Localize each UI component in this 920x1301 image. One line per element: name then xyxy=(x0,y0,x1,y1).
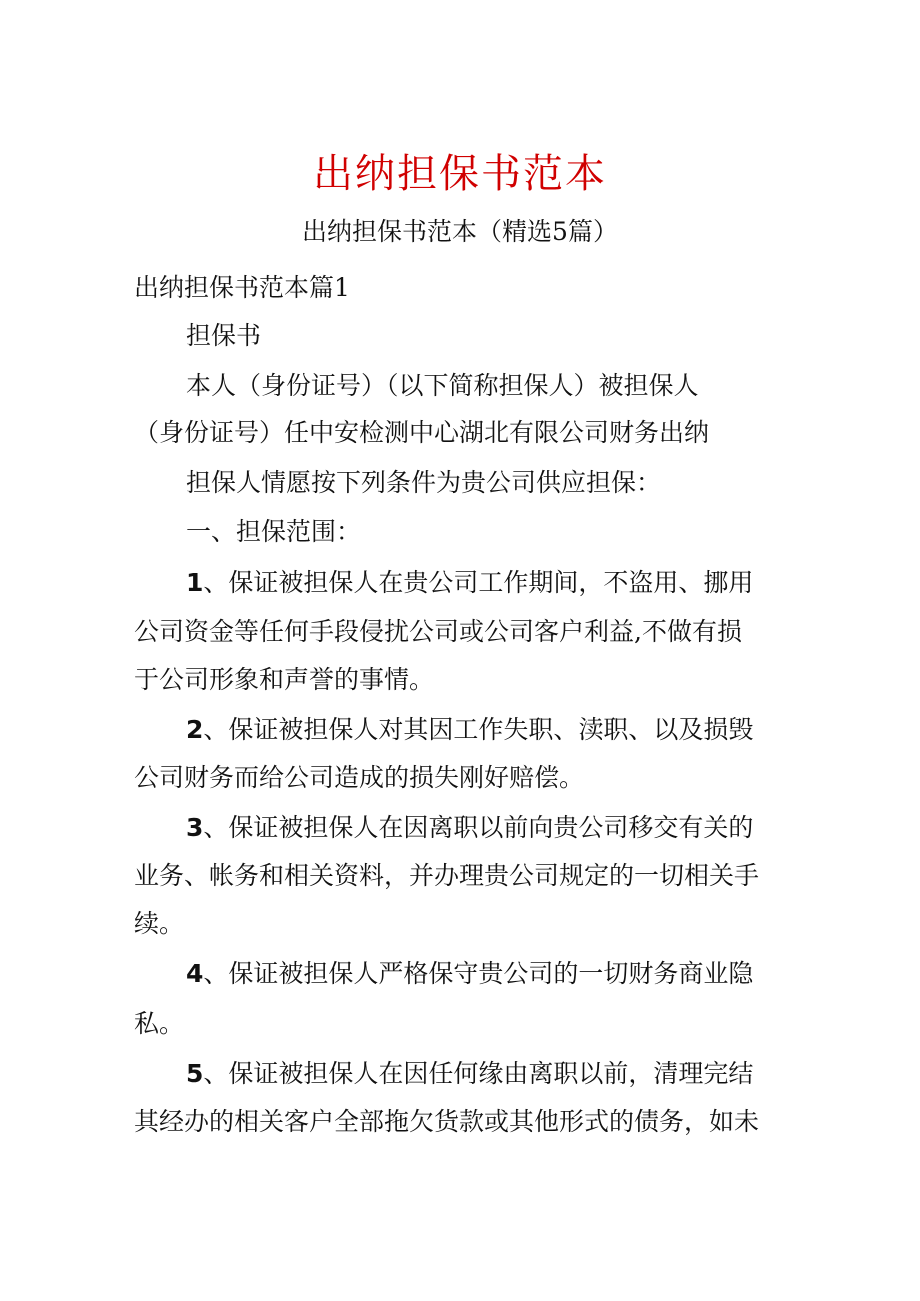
list-item-text: 、保证被担保人严格保守贵公司的一切财务商业隐 xyxy=(203,959,754,988)
list-item-text: 、保证被担保人在因离职以前向贵公司移交有关的 xyxy=(203,813,754,842)
section-heading: 出纳担保书范本篇1 xyxy=(134,273,350,302)
doc-heading: 担保书 xyxy=(186,321,262,350)
paragraph-line: （身份证号）任中安检测中心湖北有限公司财务出纳 xyxy=(134,418,710,447)
paragraph-line: 续。 xyxy=(134,909,185,938)
list-item-number: 3 xyxy=(186,813,204,842)
paragraph-line: 于公司形象和声誉的事情。 xyxy=(134,665,435,694)
list-item-number: 2 xyxy=(186,715,204,744)
list-item-number: 4 xyxy=(186,959,204,988)
list-item-text: 、保证被担保人在贵公司工作期间，不盗用、挪用 xyxy=(203,568,754,597)
list-item xyxy=(186,712,846,748)
list-item-number: 1 xyxy=(186,568,204,597)
document-subtitle: 出纳担保书范本（精选5篇） xyxy=(302,217,618,246)
list-item-text: 、保证被担保人在因任何缘由离职以前，清理完结 xyxy=(203,1059,754,1088)
paragraph-line: 公司资金等任何手段侵扰公司或公司客户利益,不做有损 xyxy=(134,617,742,646)
paragraph-line: 一、担保范围： xyxy=(186,517,362,546)
list-item xyxy=(186,810,846,846)
paragraph-line: 公司财务而给公司造成的损失刚好赔偿。 xyxy=(134,763,585,792)
list-item-text: 、保证被担保人对其因工作失职、渎职、以及损毁 xyxy=(203,715,754,744)
paragraph-line: 其经办的相关客户全部拖欠货款或其他形式的债务，如未 xyxy=(134,1107,760,1136)
paragraph-line: 本人（身份证号）（以下简称担保人）被担保人 xyxy=(186,371,699,400)
document-title: 出纳担保书范本 xyxy=(313,151,607,197)
list-item xyxy=(186,1056,846,1092)
paragraph-line: 业务、帐务和相关资料，并办理贵公司规定的一切相关手 xyxy=(134,861,760,890)
list-item xyxy=(186,956,846,992)
paragraph-line: 担保人情愿按下列条件为贵公司供应担保： xyxy=(186,468,662,497)
paragraph-line: 私。 xyxy=(134,1009,185,1038)
list-item-number: 5 xyxy=(186,1059,204,1088)
list-item xyxy=(186,565,846,601)
